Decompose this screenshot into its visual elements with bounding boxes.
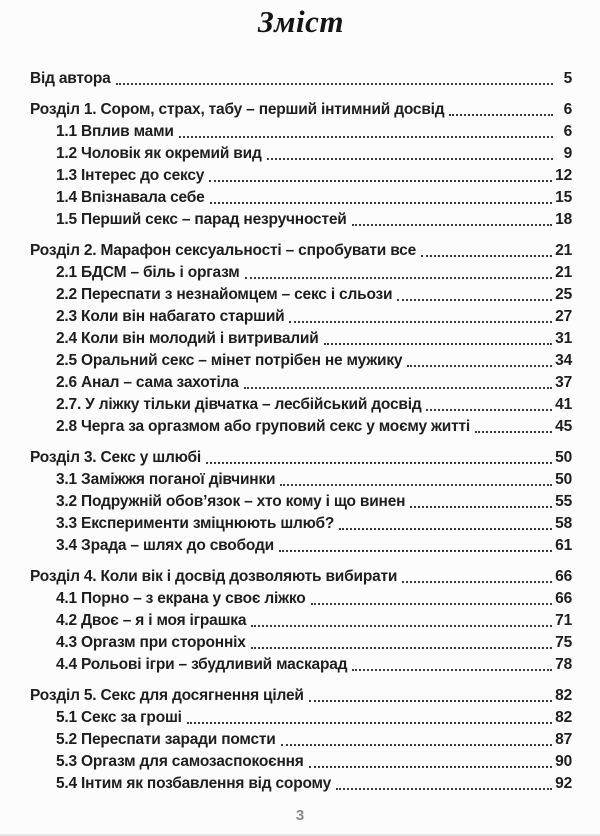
toc-subentry — [30, 327, 572, 349]
dot-leader — [210, 202, 553, 204]
toc-subentry-label: 3.3 Експерименти зміцнюють шлюб? — [56, 515, 335, 532]
dot-leader — [352, 669, 552, 671]
toc-subentry-label: 4.4 Рольові ігри – збудливий маскарад — [56, 656, 348, 673]
toc-subentry-label: 1.2 Чоловік як окремий вид — [56, 145, 262, 162]
chapter-heading-label: Розділ 3. Секс у шлюбі — [30, 449, 201, 466]
toc-subentry-label: 1.1 Вплив мами — [56, 123, 174, 140]
chapter-heading — [30, 684, 572, 706]
toc-subentry-label: 4.1 Порно – з екрана у своє ліжко — [56, 590, 306, 607]
dot-leader — [421, 255, 552, 257]
toc-chapter — [30, 684, 572, 794]
toc-subentry — [30, 750, 572, 772]
toc-subentry — [30, 728, 572, 750]
dot-leader — [116, 83, 553, 85]
dot-leader — [324, 343, 553, 345]
dot-leader — [426, 409, 552, 411]
toc-chapter — [30, 565, 572, 675]
toc-subentry — [30, 305, 572, 327]
footer-page-number: 3 — [295, 807, 305, 824]
dot-leader — [279, 550, 552, 552]
dot-leader — [475, 431, 552, 433]
dot-leader — [289, 321, 552, 323]
toc-subentry-page: 18 — [555, 211, 572, 228]
chapter-heading-page: 50 — [555, 449, 572, 466]
dot-leader — [245, 277, 553, 279]
toc-subentry — [30, 631, 572, 653]
toc-subentry-page: 31 — [555, 330, 572, 347]
toc-subentry-label: 2.8 Черга за оргазмом або груповий секс у моєму житті — [56, 418, 471, 435]
chapter-heading-page: 6 — [563, 101, 572, 118]
toc-subentry — [30, 142, 572, 164]
toc-subentry-page: 9 — [563, 145, 572, 162]
toc-subentry-page: 90 — [555, 753, 572, 770]
toc-chapter — [30, 239, 572, 437]
toc-subentry — [30, 415, 572, 437]
dot-leader — [397, 299, 552, 301]
toc-subentry — [30, 706, 572, 728]
dot-leader — [267, 158, 553, 160]
dot-leader — [251, 625, 552, 627]
toc-entry-label: Від автора — [30, 70, 111, 87]
toc-subentry — [30, 349, 572, 371]
chapter-heading-page: 21 — [555, 242, 572, 259]
dot-leader — [407, 365, 552, 367]
toc-subentry-label: 2.1 БДСМ – біль і оргазм — [56, 264, 240, 281]
dot-leader — [352, 224, 553, 226]
chapter-heading-label: Розділ 2. Марафон сексуальності – спробувати все — [30, 242, 417, 259]
toc-subentry — [30, 164, 572, 186]
toc-subentry-page: 87 — [555, 731, 572, 748]
dot-leader — [339, 528, 552, 530]
toc-subentry-page: 25 — [555, 286, 572, 303]
dot-leader — [281, 744, 553, 746]
toc-subentry-page: 45 — [555, 418, 572, 435]
toc-subentry-label: 2.6 Анал – сама захотіла — [56, 374, 239, 391]
dot-leader — [309, 766, 553, 768]
toc-subentry — [30, 120, 572, 142]
dot-leader — [206, 462, 552, 464]
toc-subentry-page: 66 — [555, 590, 572, 607]
toc-entry-front — [30, 67, 572, 89]
page-title: Зміст — [258, 4, 344, 39]
toc-subentry-page: 82 — [555, 709, 572, 726]
toc-subentry — [30, 283, 572, 305]
toc-subentry-page: 41 — [555, 396, 572, 413]
chapter-heading — [30, 98, 572, 120]
toc-subentry-label: 3.1 Заміжжя поганої дівчинки — [56, 471, 276, 488]
toc-subentry-page: 27 — [555, 308, 572, 325]
toc-subentry — [30, 609, 572, 631]
toc-subentry-page: 75 — [555, 634, 572, 651]
toc-subentry-label: 3.2 Подружній обов’язок – хто кому і що винен — [56, 493, 406, 510]
dot-leader — [179, 136, 553, 138]
dot-leader — [449, 114, 553, 116]
toc-subentry — [30, 490, 572, 512]
toc-subentry — [30, 393, 572, 415]
toc-subentry-page: 92 — [555, 775, 572, 792]
table-of-contents — [30, 67, 572, 794]
dot-leader — [410, 506, 552, 508]
toc-chapter — [30, 98, 572, 230]
chapter-heading-label: Розділ 1. Сором, страх, табу – перший інтимний досвід — [30, 101, 445, 118]
toc-subentry-label: 5.1 Секс за гроші — [56, 709, 182, 726]
toc-subentry-page: 21 — [555, 264, 572, 281]
toc-subentry — [30, 772, 572, 794]
toc-subentry-label: 5.4 Інтим як позбавлення від сорому — [56, 775, 332, 792]
chapter-heading-page: 82 — [555, 687, 572, 704]
toc-subentry-label: 4.3 Оргазм при сторонніх — [56, 634, 246, 651]
toc-subentry — [30, 186, 572, 208]
dot-leader — [244, 387, 552, 389]
chapter-heading — [30, 446, 572, 468]
chapter-heading — [30, 565, 572, 587]
dot-leader — [209, 180, 552, 182]
toc-subentry-page: 78 — [555, 656, 572, 673]
chapter-heading-label: Розділ 4. Коли вік і досвід дозволяють вибирати — [30, 568, 398, 585]
toc-subentry — [30, 587, 572, 609]
toc-subentry-page: 50 — [555, 471, 572, 488]
toc-subentry-label: 2.5 Оральний секс – мінет потрібен не мужику — [56, 352, 403, 369]
toc-subentry-label: 2.4 Коли він молодий і витривалий — [56, 330, 319, 347]
toc-subentry — [30, 371, 572, 393]
dot-leader — [187, 722, 552, 724]
dot-leader — [251, 647, 552, 649]
dot-leader — [311, 603, 553, 605]
toc-subentry-label: 1.4 Впізнавала себе — [56, 189, 205, 206]
toc-subentry — [30, 512, 572, 534]
chapter-heading — [30, 239, 572, 261]
toc-subentry-label: 5.2 Переспати заради помсти — [56, 731, 276, 748]
toc-subentry — [30, 534, 572, 556]
toc-subentry-page: 12 — [555, 167, 572, 184]
toc-subentry — [30, 261, 572, 283]
toc-subentry-label: 2.7. У ліжку тільки дівчатка – лесбійський досвід — [56, 396, 422, 413]
toc-subentry-page: 71 — [555, 612, 572, 629]
toc-entry-page: 5 — [563, 70, 572, 87]
toc-subentry-page: 37 — [555, 374, 572, 391]
toc-subentry-page: 15 — [555, 189, 572, 206]
chapter-heading-page: 66 — [555, 568, 572, 585]
toc-subentry — [30, 653, 572, 675]
dot-leader — [309, 700, 552, 702]
toc-subentry-page: 55 — [555, 493, 572, 510]
toc-subentry-page: 6 — [563, 123, 572, 140]
toc-subentry-label: 1.3 Інтерес до сексу — [56, 167, 205, 184]
toc-subentry — [30, 208, 572, 230]
dot-leader — [402, 581, 552, 583]
toc-subentry-label: 1.5 Перший секс – парад незручностей — [56, 211, 347, 228]
toc-subentry-label: 3.4 Зрада – шлях до свободи — [56, 537, 274, 554]
toc-subentry-page: 34 — [555, 352, 572, 369]
dot-leader — [280, 484, 552, 486]
toc-subentry-page: 58 — [555, 515, 572, 532]
chapter-heading-label: Розділ 5. Секс для досягнення цілей — [30, 687, 304, 704]
toc-chapter — [30, 446, 572, 556]
dot-leader — [336, 788, 552, 790]
toc-subentry-label: 2.2 Переспати з незнайомцем – секс і сльози — [56, 286, 393, 303]
toc-subentry-label: 4.2 Двоє – я і моя іграшка — [56, 612, 247, 629]
toc-subentry — [30, 468, 572, 490]
toc-subentry-label: 2.3 Коли він набагато старший — [56, 308, 285, 325]
toc-subentry-page: 61 — [555, 537, 572, 554]
toc-subentry-label: 5.3 Оргазм для самозаспокоєння — [56, 753, 304, 770]
